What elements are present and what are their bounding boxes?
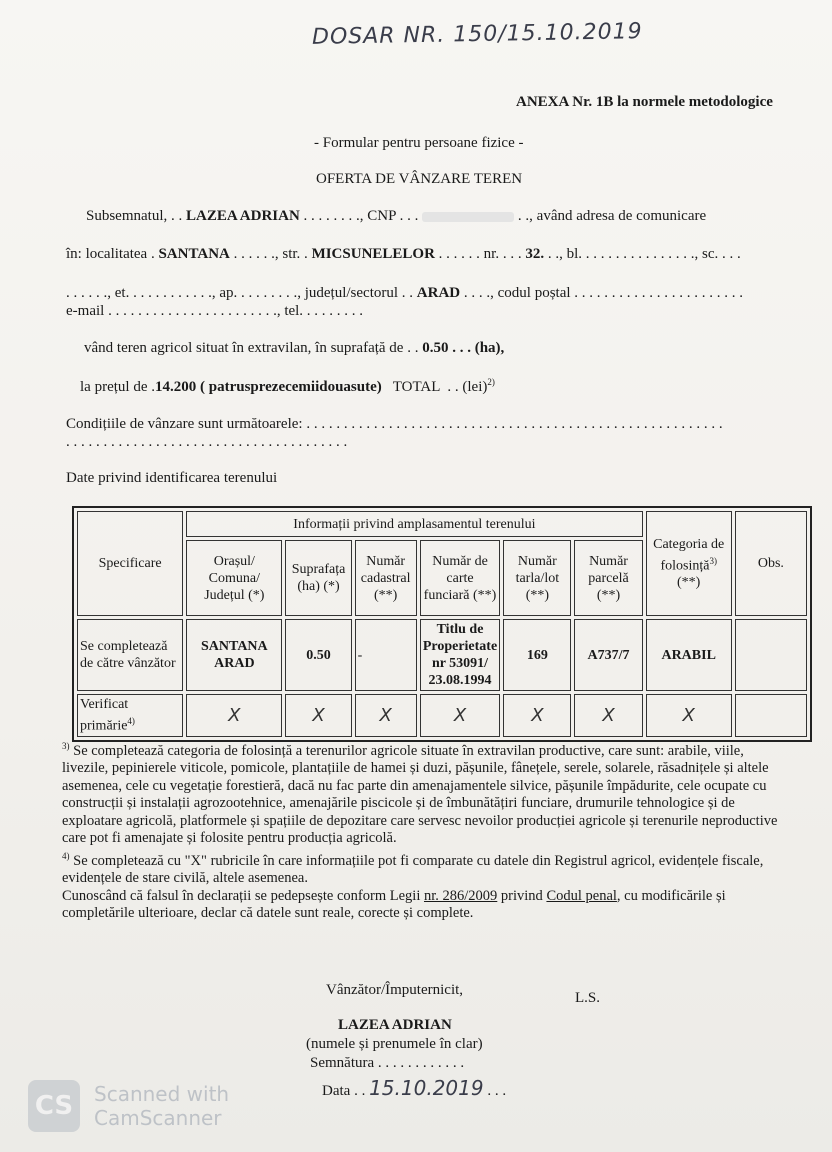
label-nr: . . . . . . nr. . . . xyxy=(434,246,526,262)
label-localitate: în: localitatea . xyxy=(66,246,159,262)
camscanner-watermark: Scanned with CamScanner xyxy=(94,1082,230,1130)
col-oras: Orașul/ Comuna/ Județul (*) xyxy=(186,540,282,616)
cell-obs-verificat xyxy=(735,694,807,737)
label-et-ap-judet: . . . . . ., et. . . . . . . . . . . ., ap. . . . . . . . ., județul/sectorul . . xyxy=(66,285,417,301)
value-suprafata: 0.50 . . . (ha), xyxy=(422,340,505,356)
label-subsemnatul: Subsemnatul, . . xyxy=(86,208,186,224)
anexa-heading: ANEXA Nr. 1B la normele metodologice xyxy=(516,94,773,110)
note-ref-3: 3) xyxy=(709,555,717,566)
label-adresa: . ., având adresa de comunicare xyxy=(514,208,707,224)
field-line-judet xyxy=(66,285,743,302)
row-label-vanzator: Se completează de către vânzător xyxy=(77,619,183,691)
value-nr: 32. xyxy=(525,246,545,262)
field-line-pret xyxy=(80,377,495,396)
col-categoria xyxy=(646,511,732,616)
cell-oras: SANTANA ARAD xyxy=(186,619,282,691)
check-mark: X xyxy=(420,694,501,737)
check-mark: X xyxy=(355,694,417,737)
table-row xyxy=(77,694,807,737)
cell-obs xyxy=(735,619,807,691)
cell-suprafata: 0.50 xyxy=(285,619,351,691)
value-data-handwritten: 15.10.2019 xyxy=(369,1076,484,1100)
value-name: LAZEA ADRIAN xyxy=(186,208,300,224)
field-line-suprafata xyxy=(84,340,504,357)
check-mark: X xyxy=(186,694,282,737)
col-carte-funciara: Număr de carte funciară (**) xyxy=(420,540,501,616)
col-tarla: Număr tarla/lot (**) xyxy=(503,540,571,616)
footnotes xyxy=(62,738,782,923)
value-strada: MICSUNELELOR xyxy=(311,246,435,262)
footnote-3: $^{3)}$ Se completează categoria de folosință a terenurilor agricole situate în extravilan productive, care sunt: arabile, viile, livezile, pepinierele viticole, pomicole, plantațiile de hamei și duzi, pășunile, fânețele, serele, solarele, răsadnițele și altele asemenea, cele cu vegetație forestieră, dacă nu fac parte din amenajamentele silvice, pășunile împădurite, cele ocupate cu construcții și instalații agrozootehnice, amenajările piscicole și de îmbunătățiri funciare, drumurile tehnologice și de exploatare agricolă, platformele și spațiile de depozitare care servesc nevoilor producției agricole și terenurile neproductive care pot fi amenajate și folosite pentru producția agricolă. xyxy=(62,741,778,847)
signature-line: Semnătura . . . . . . . . . . . . xyxy=(310,1055,465,1071)
col-parcela: Număr parcelă (**) xyxy=(574,540,642,616)
signature-name: LAZEA ADRIAN xyxy=(338,1017,452,1033)
col-categoria-label: Categoria de folosință xyxy=(653,536,725,574)
label-pret: la prețul de . xyxy=(80,379,155,395)
col-cadastral: Număr cadastral (**) xyxy=(355,540,417,616)
section-date-identificare: Date privind identificarea terenului xyxy=(66,470,278,486)
check-mark: X xyxy=(503,694,571,737)
signature-vanzator: Vânzător/Împuternicit, xyxy=(326,982,464,998)
cnp-redacted xyxy=(422,212,514,222)
field-line-localitate xyxy=(66,246,741,263)
check-mark: X xyxy=(646,694,732,737)
note-ref-4: 4) xyxy=(127,716,135,726)
cell-tarla: 169 xyxy=(503,619,571,691)
label-total: TOTAL . . (lei) xyxy=(392,379,488,395)
field-conditii-cont: . . . . . . . . . . . . . . . . . . . . . . . . . . . . . . . . . . . . . . xyxy=(66,434,348,450)
form-subtitle: - Formular pentru persoane fizice - xyxy=(314,135,524,151)
label-bl-sc: . ., bl. . . . . . . . . . . . . . . ., sc. . . . xyxy=(544,246,741,262)
cell-categoria: ARABIL xyxy=(646,619,732,691)
field-line-subsemnatul xyxy=(86,208,706,225)
footnote-4: $^{4)}$ Se completează cu "X" rubricile în care informațiile pot fi comparate cu datele din Registrul agricol, evidențele fiscale, evidențele de stare civilă, altele asemenea. xyxy=(62,850,764,887)
value-pret: 14.200 ( patrusprezecemiidouasute) xyxy=(154,379,382,395)
group-header-amplasament: Informații privind amplasamentul terenului xyxy=(186,511,642,537)
cell-cadastral: - xyxy=(355,619,417,691)
signature-date: Data . . 15.10.2019 . . . xyxy=(322,1076,507,1100)
row-label-primarie-text: Verificat primărie xyxy=(80,697,129,734)
declaration: Cunoscând că falsul în declarații se pedepsește conform Legii nr. 286/2009 privind Codul penal, cu modificările și completările ulterioare, declar că datele sunt reale, corecte și complete. xyxy=(62,887,726,922)
field-line-email: e-mail . . . . . . . . . . . . . . . . . . . . . . ., tel. . . . . . . . . xyxy=(66,303,364,319)
label-data: Data . . xyxy=(322,1083,370,1099)
label-cod-postal: . . . ., codul poștal . . . . . . . . . . . . . . . . . . . . . . . xyxy=(460,285,744,301)
label-suprafata: vând teren agricol situat în extravilan, în suprafață de . . xyxy=(84,340,423,356)
document-title: OFERTA DE VÂNZARE TEREN xyxy=(316,171,523,187)
value-judet: ARAD xyxy=(416,285,461,301)
land-info-table xyxy=(72,506,812,742)
col-suprafata: Suprafața (ha) (*) xyxy=(285,540,351,616)
field-conditii: Condițiile de vânzare sunt următoarele: . . . . . . . . . . . . . . . . . . . . . . . . . . . . . . . . . . . . . . . . . . . . . . . . . . . . . . . . xyxy=(66,416,723,432)
signature-subtitle: (numele și prenumele în clar) xyxy=(306,1036,483,1052)
link-cod-penal[interactable]: Codul penal xyxy=(546,887,617,904)
col-specificare: Specificare xyxy=(77,511,183,616)
link-lege[interactable]: nr. 286/2009 xyxy=(423,887,498,904)
col-obs: Obs. xyxy=(735,511,807,616)
label-cnp: . . . . . . . ., CNP . . . xyxy=(299,208,423,224)
cell-parcela: A737/7 xyxy=(574,619,642,691)
value-localitate: SANTANA xyxy=(158,246,230,262)
dosar-handwritten: DOSAR NR. 150/15.10.2019 xyxy=(311,19,643,50)
col-categoria-tail: (**) xyxy=(677,575,701,591)
check-mark: X xyxy=(285,694,351,737)
note-ref-2: 2) xyxy=(487,377,495,387)
signature-ls: L.S. xyxy=(575,990,601,1006)
camscanner-logo: CS xyxy=(28,1080,80,1132)
check-mark: X xyxy=(574,694,642,737)
row-label-primarie xyxy=(77,694,183,737)
cell-carte-funciara: Titlu de Properietate nr 53091/ 23.08.1994 xyxy=(420,619,501,691)
label-strada: . . . . . ., str. . xyxy=(229,246,312,262)
table-row xyxy=(77,619,807,691)
